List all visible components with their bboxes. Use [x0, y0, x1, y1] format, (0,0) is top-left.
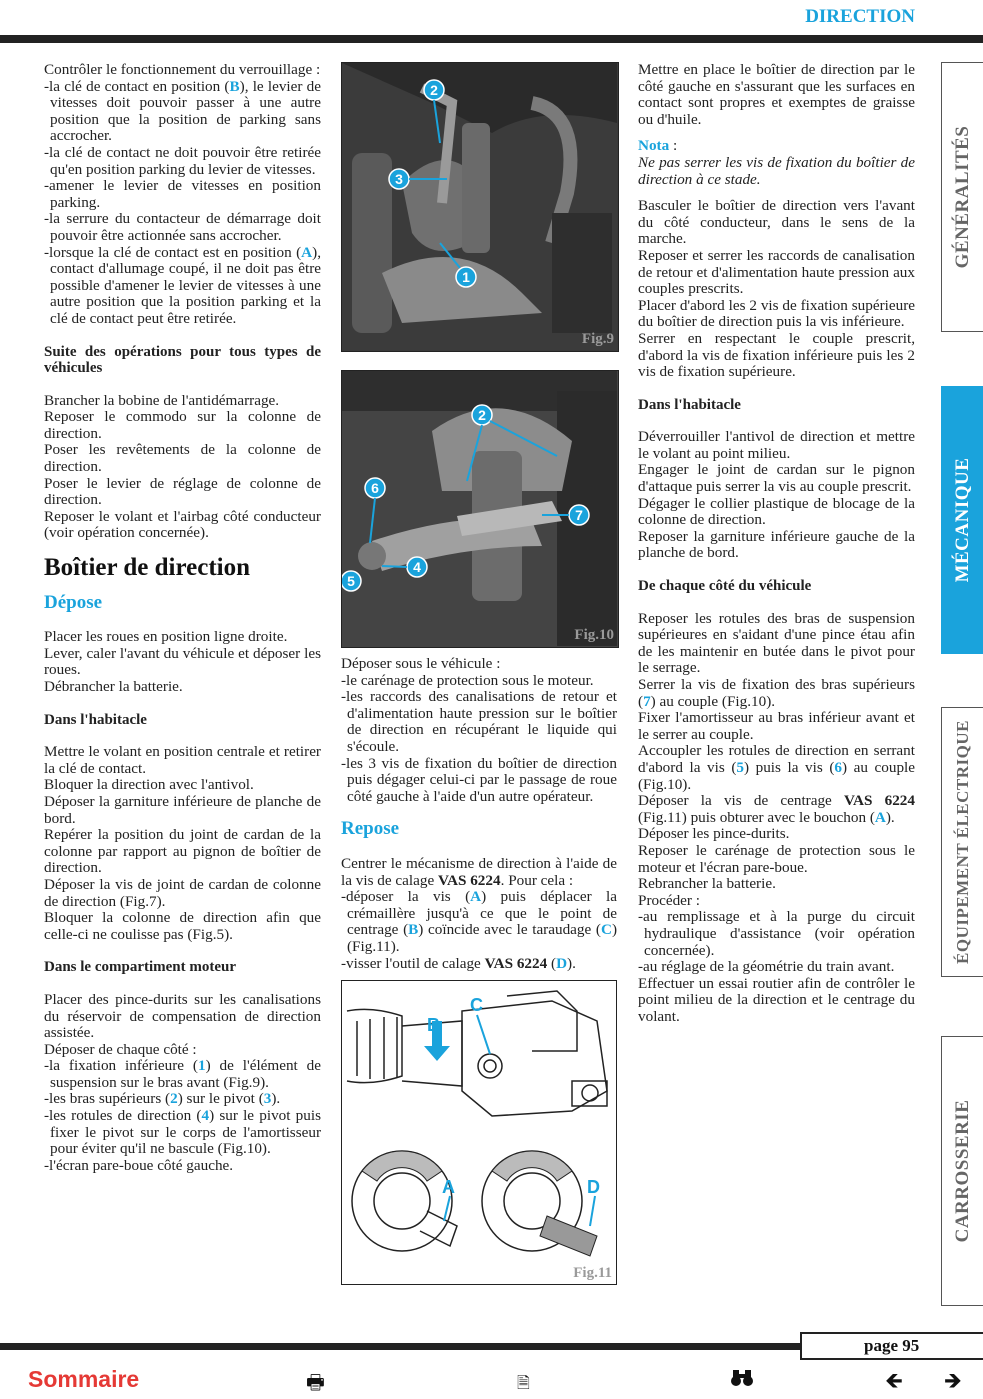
nota-label: Nota :: [638, 137, 678, 155]
subheading: Suite des opérations pour tous types de véhicules: [44, 343, 321, 377]
paragraph: Centrer le mécanisme de direction à l'aide de la vis de calage VAS 6224. Pour cela :: [341, 854, 617, 889]
page-number-box: [800, 1332, 983, 1360]
callout-2: [472, 405, 492, 425]
paragraph: Repérer la position du joint de cardan de la colonne par rapport au pignon de boîtier de direction.: [44, 826, 321, 877]
printer-icon[interactable]: 🖶: [306, 1370, 325, 1394]
svg-text:5: 5: [347, 573, 355, 589]
callout-B: [427, 1015, 440, 1035]
paragraph: Poser le levier de réglage de colonne de direction.: [44, 474, 321, 509]
paragraph: Serrer la vis de fixation des bras supérieurs (7) au couple (Fig.10).: [638, 676, 915, 710]
tab-mecanique[interactable]: MÉCANIQUE: [941, 386, 983, 654]
paragraph: Brancher la bobine de l'antidémarrage.: [44, 391, 280, 409]
paragraph: Reposer le carénage de protection sous le moteur et l'écran pare-boue.: [638, 841, 915, 876]
arrow-right-icon[interactable]: 🡺: [944, 1369, 962, 1394]
paragraph: Bloquer la direction avec l'antivol.: [44, 776, 254, 794]
figure-10-label: Fig.10: [574, 627, 614, 644]
list-item: -déposer la vis (A) puis déplacer la crémaillère jusqu'à ce que le point de centrage (B) coïncide avec le taraudage (C) (Fig.11).: [341, 888, 618, 955]
paragraph: Lever, caler l'avant du véhicule et déposer les roues.: [44, 644, 321, 679]
paragraph: Déposer de chaque côté :: [44, 1040, 197, 1058]
section-heading-depose: Dépose: [44, 591, 103, 613]
paragraph: Basculer le boîtier de direction vers l'avant du côté conducteur, dans le sens de la marche.: [638, 197, 915, 248]
list-item: -lorsque la clé de contact est en position (A), contact d'allumage coupé, il ne doit pas être possible d'amener le levier de vitesses à une autre position que la position parking et la clé de contact peut être retirée.: [44, 243, 321, 327]
paragraph: Reposer les rotules des bras de suspension supérieures en s'aidant d'une pince étau afin de les maintenir en butée dans le pivot pour le serrage.: [638, 609, 915, 677]
callout-6: [365, 478, 385, 498]
tab-equipement-electrique[interactable]: ÉQUIPEMENT ÉLECTRIQUE: [941, 707, 983, 977]
paragraph: Accoupler les rotules de direction en serrant d'abord la vis (5) puis la vis (6) au couple (Fig.10).: [638, 742, 916, 793]
paragraph: Reposer le commodo sur la colonne de direction.: [44, 408, 321, 442]
subheading: Dans l'habitacle: [44, 711, 147, 728]
list-item: -la clé de contact en position (B), le levier de vitesses doit pouvoir passer à une autre position que la position de parking sans accrocher.: [44, 77, 321, 145]
figure-9-illustration: [342, 63, 617, 350]
figure-9-photo: [341, 62, 619, 352]
list-item: -les rotules de direction (4) sur le pivot puis fixer le pivot sur le corps de l'amortisseur pour éviter qu'il ne bascule (Fig.10).: [44, 1107, 322, 1158]
subheading: De chaque côté du véhicule: [638, 578, 812, 595]
paragraph: Contrôler le fonctionnement du verrouillage :: [44, 61, 321, 78]
callout-C: [470, 995, 483, 1015]
list-item: -les bras supérieurs (2) sur le pivot (3).: [44, 1090, 281, 1108]
svg-text:7: 7: [575, 507, 583, 523]
paragraph: Mettre en place le boîtier de direction par le côté gauche en s'assurant que les surfaces en contact sont propres et exemptes de graisse ou d'huile.: [638, 61, 915, 128]
svg-text:B: B: [427, 1015, 440, 1036]
paragraph: Rebrancher la batterie.: [638, 875, 776, 893]
callout-A: [442, 1177, 455, 1197]
section-title: DIRECTION: [805, 6, 915, 27]
paragraph: Déposer la vis de centrage VAS 6224 (Fig.11) puis obturer avec le bouchon (A).: [638, 792, 915, 826]
paragraph: Effectuer un essai routier afin de contrôler le point milieu de la direction et le centrage du volant.: [638, 974, 915, 1025]
paragraph: Déposer les pince-durits.: [638, 825, 790, 843]
paragraph: Placer d'abord les 2 vis de fixation supérieure du boîtier de direction puis la vis inférieure.: [638, 296, 915, 331]
callout-1: [456, 267, 476, 287]
callout-2: [424, 80, 444, 100]
list-item: -les 3 vis de fixation du boîtier de direction puis dégager celui-ci par le passage de roue côté gauche à l'aide d'un autre opérateur.: [341, 754, 617, 805]
paragraph: Engager le joint de cardan sur le pignon d'attaque puis serrer la vis au couple prescrit.: [638, 461, 915, 496]
list-item: -la clé de contact ne doit pouvoir être retirée qu'en position parking du levier de vitesses.: [44, 143, 321, 178]
paragraph: Dégager le collier plastique de blocage de la colonne de direction.: [638, 494, 915, 529]
svg-text:6: 6: [371, 480, 379, 496]
header-bar: [0, 35, 983, 43]
figure-10-photo: [341, 370, 619, 648]
paragraph: Reposer le volant et l'airbag côté conducteur (voir opération concernée).: [44, 507, 321, 542]
paragraph: Déposer sous le véhicule :: [341, 655, 501, 672]
section-heading-repose: Repose: [341, 818, 400, 840]
paragraph: Reposer et serrer les raccords de canalisation de retour et d'alimentation haute pression aux couples prescrits.: [638, 246, 915, 298]
callout-4: [407, 557, 427, 577]
paragraph: Déposer la garniture inférieure de planche de bord.: [44, 792, 321, 827]
svg-text:4: 4: [413, 559, 421, 575]
figure-11-diagram: [341, 980, 617, 1285]
paragraph: Déverrouiller l'antivol de direction et mettre le volant au point milieu.: [638, 428, 915, 462]
search-document-icon[interactable]: 🗎: [517, 1373, 530, 1392]
nota-text: Ne pas serrer les vis de fixation du boîtier de direction à ce stade.: [638, 153, 915, 188]
paragraph: Fixer l'amortisseur au bras inférieur avant et le serrer au couple.: [638, 709, 915, 743]
paragraph: Serrer en respectant le couple prescrit, d'abord la vis de fixation inférieure puis les 2 vis de fixation supérieure.: [638, 329, 915, 381]
svg-text:3: 3: [395, 171, 403, 187]
paragraph: Procéder :: [638, 891, 700, 909]
paragraph: Mettre le volant en position centrale et retirer la clé de contact.: [44, 743, 321, 777]
paragraph: Placer les roues en position ligne droite.: [44, 628, 288, 646]
subheading: Dans le compartiment moteur: [44, 959, 237, 976]
figure-9-label: Fig.9: [581, 331, 614, 348]
callout-D: [587, 1177, 600, 1197]
svg-text:2: 2: [478, 407, 486, 423]
figure-11-label: Fig.11: [573, 1264, 612, 1281]
list-item: -les raccords des canalisations de retour et d'alimentation haute pression sur le boîtier de direction en récupérant le liquide qui s'écoule.: [341, 688, 617, 755]
paragraph: Débrancher la batterie.: [44, 678, 183, 695]
column-3: [638, 62, 915, 1025]
list-item: -l'écran pare-boue côté gauche.: [44, 1156, 234, 1174]
column-1: [44, 62, 321, 1174]
paragraph: Reposer la garniture inférieure gauche de la planche de bord.: [638, 527, 915, 562]
subheading: Dans l'habitacle: [638, 396, 741, 413]
list-item: -au remplissage et à la purge du circuit hydraulique d'assistance (voir opération concernée).: [638, 908, 915, 959]
list-item: -amener le levier de vitesses en position parking.: [44, 177, 321, 211]
list-item: -le carénage de protection sous le moteur.: [341, 671, 594, 689]
arrow-left-icon[interactable]: 🡸: [885, 1369, 903, 1394]
callout-3: [389, 169, 409, 189]
figure-10-illustration: [342, 371, 617, 646]
sommaire-link[interactable]: Sommaire: [28, 1366, 140, 1392]
paragraph: Déposer la vis de joint de cardan de colonne de direction (Fig.7).: [44, 875, 321, 910]
list-item: -la fixation inférieure (1) de l'élément de suspension sur le bras avant (Fig.9).: [44, 1057, 321, 1091]
svg-text:2: 2: [430, 82, 438, 98]
svg-text:1: 1: [462, 269, 470, 285]
list-item: -la serrure du contacteur de démarrage doit pouvoir être actionnée sans accrocher.: [44, 210, 321, 244]
svg-text:D: D: [587, 1177, 600, 1198]
svg-text:C: C: [470, 995, 483, 1016]
paragraph: Poser les revêtements de la colonne de direction.: [44, 441, 321, 476]
list-item: -visser l'outil de calage VAS 6224 (D).: [341, 954, 576, 972]
tab-carrosserie[interactable]: CARROSSERIE: [941, 1036, 983, 1306]
callout-5: [342, 571, 361, 591]
paragraph: Placer des pince-durits sur les canalisations du réservoir de compensation de direction assistée.: [44, 990, 321, 1042]
list-item: -au réglage de la géométrie du train avant.: [638, 958, 895, 976]
figure-11-illustration: [342, 981, 615, 1283]
svg-text:A: A: [442, 1177, 455, 1198]
page-title: Boîtier de direction: [44, 554, 250, 582]
binoculars-icon[interactable]: [730, 1368, 754, 1393]
callout-7: [569, 505, 589, 525]
paragraph: Bloquer la colonne de direction afin que celle-ci ne coulisse pas (Fig.5).: [44, 909, 321, 943]
page-number: page 95: [864, 1336, 920, 1355]
column-2: [341, 62, 617, 1285]
tab-generalites[interactable]: GÉNÉRALITÉS: [941, 62, 983, 332]
